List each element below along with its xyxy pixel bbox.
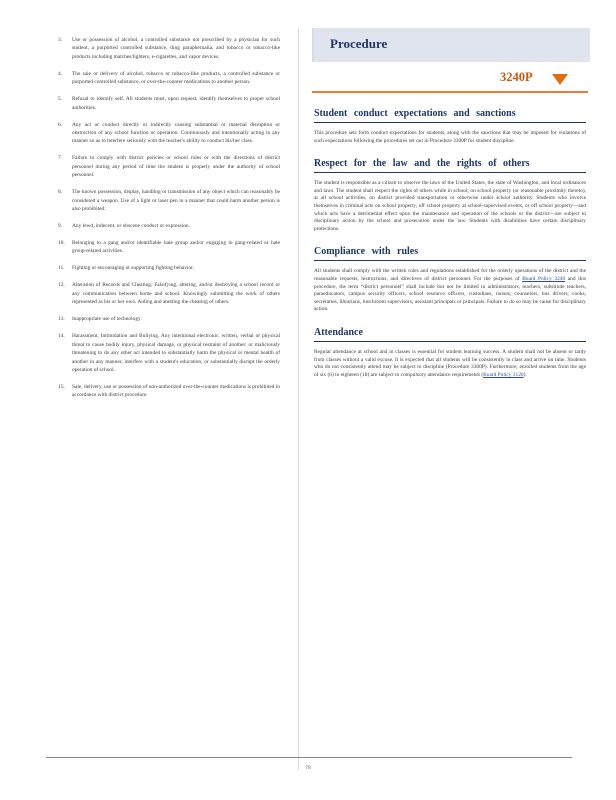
section-text: The student is responsible as a citizen to observe the laws of the United States, the state of Washington, and local ordinances and laws. The student shall respect the rights of others while in school, on school property (or reasonable proximity thereto), at all school activities, on district provided transportation or otherwise under school authority. Students who involve themselves in criminal acts on school property, off school property at school-supervised events, or off school property—and which acts have a detrimental effect upon the maintenance and operation of the schools or the district—are subject to disciplinary action by the school and prosecution under the law. Students with disabilities have certain disciplinary protections. xyxy=(314,180,586,232)
list-item xyxy=(58,70,280,87)
list-item xyxy=(58,315,280,323)
list-item-text: The known possession, display, handling or transmission of any object which can reasonably be considered a weapon. Use of a light or laser pen in a manner that could harm another person is also prohibited. xyxy=(72,189,280,213)
list-item-number: 6. xyxy=(58,121,63,128)
list-item xyxy=(58,239,280,256)
list-item-text: Harassment, Intimidation and Bullying. Any intentional electronic, written, verbal or physical threat to cause bodily injury, physical damage, or physical restraint of another; or maliciously threatening to do any other act intended to substantially harm the physical or mental health of another in any manner, interfere with a student's education, or substantially disrupt the orderly operation of school. xyxy=(72,333,280,373)
list-item-text: Use or possession of alcohol, a controlled substance not prescribed by a physician for such student, a purported controlled substance, drug paraphernalia, and tobacco or tobacco-like products including matches/lighters, e-cigarettes, and vapor devices. xyxy=(72,37,280,60)
list-item-text: Inappropriate use of technology. xyxy=(72,316,142,323)
list-item xyxy=(58,154,280,179)
section-respect xyxy=(314,158,586,233)
list-item-number: 11. xyxy=(58,265,65,272)
page-number: 78 xyxy=(305,765,311,771)
list-item xyxy=(58,121,280,146)
list-item xyxy=(58,332,280,374)
procedure-header-box xyxy=(312,28,590,62)
list-item-text: Fighting or encouraging or supporting fighting behavior. xyxy=(72,265,195,272)
list-item xyxy=(58,264,280,272)
conduct-list xyxy=(58,36,280,408)
list-item-number: 15. xyxy=(58,383,65,390)
procedure-title: Procedure xyxy=(330,36,388,51)
section-expectations xyxy=(314,108,586,145)
section-text: This procedure sets forth conduct expectations for students, along with the sanctions that may be imposed for violations of such expectations following the procedures set out in Procedure 3300P for student discipline. xyxy=(314,130,586,144)
list-item-text: Any act or conduct directly or indirectly causing substantial or material disruption or obstruction of any school function or operation. Continuously and intentionally acting in any manner so as to interfere seriously with the teacher's ability to conduct his/her class. xyxy=(72,121,280,145)
header-divider xyxy=(312,91,588,93)
column-divider xyxy=(298,28,299,770)
list-item-text: Any lewd, indecent, or obscene conduct or expression. xyxy=(72,223,190,230)
orange-triangle-icon xyxy=(552,74,568,85)
list-item-number: 4. xyxy=(58,70,63,77)
footer-divider xyxy=(46,757,572,758)
section-heading: Attendance xyxy=(314,327,586,342)
list-item-number: 5. xyxy=(58,96,63,103)
section-text-part: All students shall comply with the written rules and regulations established for the orderly operations of the district and the reasonable requests, instructions, and directives of district personnel. For the purposes of xyxy=(314,268,586,282)
procedure-code: 3240P xyxy=(500,70,533,84)
section-text xyxy=(314,349,586,379)
section-text-part: Regular attendance at school and in classes is essential for student learning success. A student shall not be absent or tardy from classes without a valid excuse. It is expected that all students will be consistently in class and arrive on time. Students who do not consistently attend may be subject to discipline (Procedure 3300P). Furthermore, enrolled students from the age of six (6) to eighteen (18) are subject to compulsory attendance requirements ( xyxy=(314,348,586,378)
section-heading: Student conduct expectations and sanctions xyxy=(314,108,586,123)
list-item-text: The sale or delivery of alcohol, tobacco or tobacco-like products, a controlled substance or purported controlled substance, or over-the-counter medications to another person. xyxy=(72,70,280,86)
board-policy-3240-link[interactable]: Board Policy 3240 xyxy=(522,275,566,282)
list-item-number: 7. xyxy=(58,155,63,162)
list-item-number: 12. xyxy=(58,282,65,289)
list-item-text: Alteration of Records and Cheating. Falsifying, altering, and/or destroying a school record or any communication between home and school. Knowingly submitting the work of others represented as his or her own. Aiding and abetting the cheating of others. xyxy=(72,282,280,306)
list-item xyxy=(58,95,280,112)
list-item-number: 8. xyxy=(58,189,63,196)
list-item-number: 14. xyxy=(58,333,65,340)
list-item xyxy=(58,281,280,306)
section-heading: Respect for the law and the rights of others xyxy=(314,158,586,173)
list-item-number: 10. xyxy=(58,240,65,247)
list-item-text: Sale, delivery, use or possession of non-authorized over-the-counter medications is prohibited in accordance with district procedure. xyxy=(72,383,280,399)
list-item-text: Failure to comply with district policies or school rules or with the directions of district personnel during any period of time the student is properly under the authority of school personnel. xyxy=(72,155,280,179)
section-text-part: ). xyxy=(523,371,527,378)
list-item-number: 3. xyxy=(58,37,63,43)
section-text xyxy=(314,268,586,314)
section-text-part: and this procedure, the term “district personnel” shall include but not be limited to administrators, teachers, substitute teachers, paraeducators, campus security officers, school resource officers, custodians, nurses, counselors, bus drivers, cooks, secretaries, librarians, lunchroom supervisors, assistant principals or principals. Failure to do so may be cause for disciplinary action. xyxy=(314,275,586,313)
section-attendance xyxy=(314,327,586,379)
board-policy-3120-link[interactable]: Board Policy 3120 xyxy=(483,371,524,378)
list-item-text: Refusal to identify self. All students must, upon request, identify themselves to proper school authorities. xyxy=(72,96,280,111)
list-item xyxy=(58,188,280,213)
section-heading: Compliance with rules xyxy=(314,246,586,261)
list-item-number: 9. xyxy=(58,223,63,230)
list-item-text: Belonging to a gang and/or identifiable hate group and/or engaging in gang-related or hate group-related activities. xyxy=(72,240,280,255)
section-compliance xyxy=(314,246,586,314)
list-item xyxy=(58,222,280,230)
procedure-body xyxy=(314,108,586,392)
list-item xyxy=(58,383,280,400)
list-item-number: 13. xyxy=(58,316,65,323)
list-item xyxy=(58,36,280,61)
